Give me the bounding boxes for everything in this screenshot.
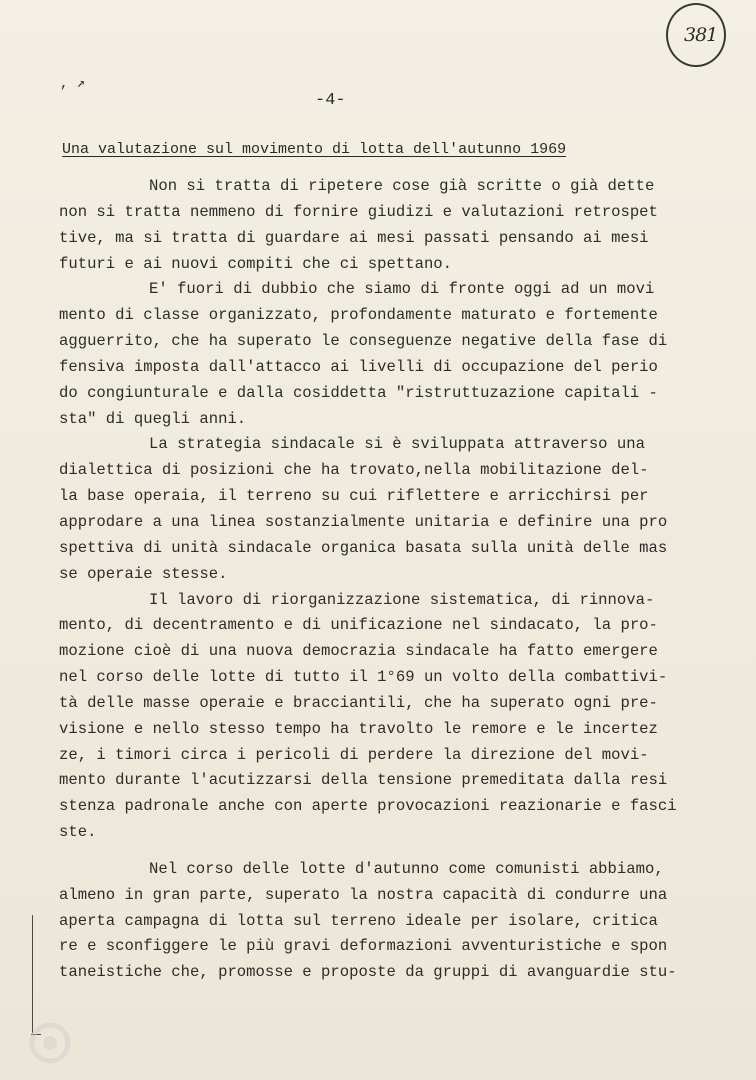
text-line: dialettica di posizioni che ha trovato,nella mobilitazione del- <box>59 461 649 480</box>
text-line: mento durante l'acutizzarsi della tensione premeditata dalla resi <box>59 771 668 790</box>
text-line: Non si tratta di ripetere cose già scritte o già dette <box>149 177 655 195</box>
document-body <box>59 174 729 986</box>
text-line: stenza padronale anche con aperte provocazioni reazionarie e fasci <box>59 797 677 816</box>
text-line: Il lavoro di riorganizzazione sistematica, di rinnova- <box>149 590 655 609</box>
text-line: mento, di decentramento e di unificazione nel sindacato, la pro- <box>59 616 658 635</box>
text-line: La strategia sindacale si è sviluppata attraverso una <box>149 435 645 454</box>
paragraph <box>59 588 729 846</box>
paragraph <box>59 432 729 587</box>
paragraph <box>59 857 729 986</box>
margin-marks: , ↗ <box>60 76 86 92</box>
page-number: -4- <box>315 91 346 110</box>
text-line: tà delle masse operaie e bracciantili, che ha superato ogni pre- <box>59 693 658 712</box>
text-line: fensiva imposta dall'attacco ai livelli di occupazione del perio <box>59 357 658 376</box>
text-line: E' fuori di dubbio che siamo di fronte oggi ad un movi <box>149 280 655 299</box>
archive-stamp-number: 381 <box>684 24 718 46</box>
text-line: mozione cioè di una nuova democrazia sindacale ha fatto emergere <box>59 642 658 661</box>
text-line: visione e nello stesso tempo ha travolto le remore e le incertez <box>59 719 658 738</box>
text-line: Nel corso delle lotte d'autunno come comunisti abbiamo, <box>149 859 664 878</box>
text-line: ze, i timori circa i pericoli di perdere la direzione del movi- <box>59 745 649 764</box>
text-line: almeno in gran parte, superato la nostra capacità di condurre una <box>59 885 668 904</box>
text-line: do congiunturale e dalla cosiddetta "ristruttuzazione capitali - <box>59 383 658 402</box>
text-line: sta" di quegli anni. <box>59 409 247 428</box>
text-line: tive, ma si tratta di guardare ai mesi passati pensando ai mesi <box>59 228 649 247</box>
text-line: re e sconfiggere le più gravi deformazioni avventuristiche e spon <box>59 937 668 956</box>
text-line: aperta campagna di lotta sul terreno ideale per isolare, critica <box>59 911 658 930</box>
text-line: ste. <box>59 823 97 842</box>
text-line: non si tratta nemmeno di fornire giudizi e valutazioni retrospet <box>59 202 658 221</box>
text-line: nel corso delle lotte di tutto il 1°69 un volto della combattivi- <box>59 668 668 687</box>
text-line: agguerrito, che ha superato le conseguenze negative della fase di <box>59 332 668 351</box>
text-line: futuri e ai nuovi compiti che ci spettano. <box>59 254 453 273</box>
paragraph <box>59 174 729 277</box>
text-line: se operaie stesse. <box>59 564 228 583</box>
section-title: Una valutazione sul movimento di lotta dell'autunno 1969 <box>62 141 567 158</box>
text-line: spettiva di unità sindacale organica basata sulla unità delle mas <box>59 538 668 557</box>
text-line: approdare a una linea sostanzialmente unitaria e definire una pro <box>59 512 668 531</box>
text-line: taneistiche che, promosse e proposte da gruppi di avanguardie stu- <box>59 963 677 982</box>
text-line: la base operaia, il terreno su cui riflettere e arricchirsi per <box>59 487 649 506</box>
paragraph-gap <box>59 846 729 857</box>
archive-watermark-logo <box>10 995 120 1065</box>
text-line: mento di classe organizzato, profondamente maturato e fortemente <box>59 306 658 325</box>
paragraph <box>59 277 729 432</box>
